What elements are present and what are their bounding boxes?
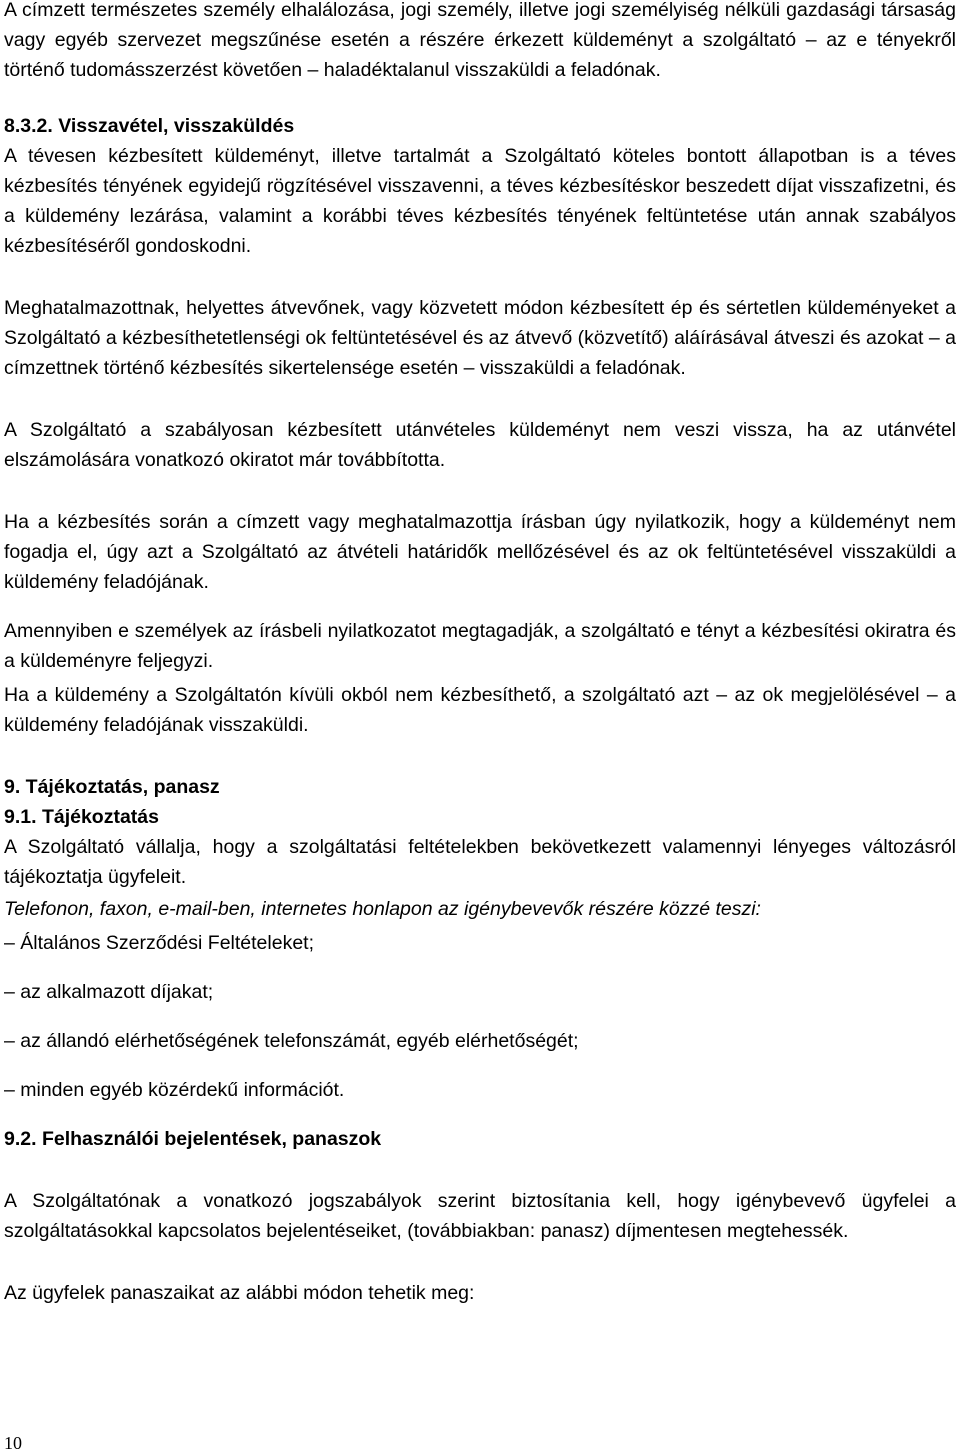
paragraph-8-3-2-5: Amennyiben e személyek az írásbeli nyilatkozatot megtagadják, a szolgáltató e tényt a kézbesítési okiratra és a küldeményre feljegyzi. bbox=[4, 620, 956, 672]
paragraph-intro: A címzett természetes személy elhalálozása, jogi személy, illetve jogi személyiség nélküli gazdasági társaság vagy egyéb szervezet megszűnése esetén a részére érkezett küldeményt a szolgáltató – az e tényekről történő tudomásszerzést követően – haladéktalanul visszaküldi a feladónak. bbox=[4, 0, 956, 81]
paragraph-9-2-2: Az ügyfelek panaszaikat az alábbi módon tehetik meg: bbox=[4, 1282, 475, 1304]
paragraph-8-3-2-6: Ha a küldemény a Szolgáltatón kívüli okból nem kézbesíthető, a szolgáltató azt – az ok megjelölésével – a küldemény feladójának visszaküldi. bbox=[4, 684, 956, 736]
document-page bbox=[4, 0, 956, 1308]
page-number: 10 bbox=[4, 1433, 22, 1453]
paragraph-9-1-1: A Szolgáltató vállalja, hogy a szolgáltatási feltételekben bekövetkezett valamennyi lényeges változásról tájékoztatja ügyfeleit. bbox=[4, 836, 956, 888]
paragraph-9-1-2: Telefonon, faxon, e-mail-ben, internetes honlapon az igénybevevők részére közzé teszi: bbox=[4, 898, 761, 920]
list-item: – minden egyéb közérdekű információt. bbox=[4, 1079, 345, 1101]
list-item: – Általános Szerződési Feltételeket; bbox=[4, 932, 315, 954]
heading-8-3-2: 8.3.2. Visszavétel, visszaküldés bbox=[4, 115, 295, 137]
heading-9-1: 9.1. Tájékoztatás bbox=[4, 806, 159, 828]
paragraph-8-3-2-1: A tévesen kézbesített küldeményt, illetve tartalmát a Szolgáltató köteles bontott állapotban is a téves kézbesítés tényének egyidejű rögzítésével visszavenni, a téves kézbesítéskor beszedett díjat visszafizetni, és a küldemény lezárása, valamint a korábbi téves kézbesítés tényének feltüntetése után annak szabályos kézbesítéséről gondoskodni. bbox=[4, 145, 956, 257]
paragraph-9-2-1: A Szolgáltatónak a vonatkozó jogszabályok szerint biztosítania kell, hogy igénybevevő ügyfelei a szolgáltatásokkal kapcsolatos bejelentéseiket, (továbbiakban: panasz) díjmentesen megtehessék. bbox=[4, 1190, 956, 1242]
list-item: – az állandó elérhetőségének telefonszámát, egyéb elérhetőségét; bbox=[4, 1030, 579, 1052]
paragraph-8-3-2-2: Meghatalmazottnak, helyettes átvevőnek, vagy közvetett módon kézbesített ép és sértetlen küldeményeket a Szolgáltató a kézbesíthetetlenségi ok feltüntetésével és az átvevő (közvetítő) aláírásával átveszi és azokat – a címzettnek történő kézbesítés sikertelensége esetén – visszaküldi a feladónak. bbox=[4, 297, 956, 379]
heading-9-2: 9.2. Felhasználói bejelentések, panaszok bbox=[4, 1128, 382, 1150]
paragraph-8-3-2-4: Ha a kézbesítés során a címzett vagy meghatalmazottja írásban úgy nyilatkozik, hogy a küldeményt nem fogadja el, úgy azt a Szolgáltató az átvételi határidők mellőzésével és az ok feltüntetésével visszaküldi a küldemény feladójának. bbox=[4, 511, 956, 593]
list-item: – az alkalmazott díjakat; bbox=[4, 981, 214, 1003]
paragraph-8-3-2-3: A Szolgáltató a szabályosan kézbesített utánvételes küldeményt nem veszi vissza, ha az utánvétel elszámolására vonatkozó okiratot már továbbította. bbox=[4, 419, 956, 471]
heading-9: 9. Tájékoztatás, panasz bbox=[4, 776, 220, 798]
